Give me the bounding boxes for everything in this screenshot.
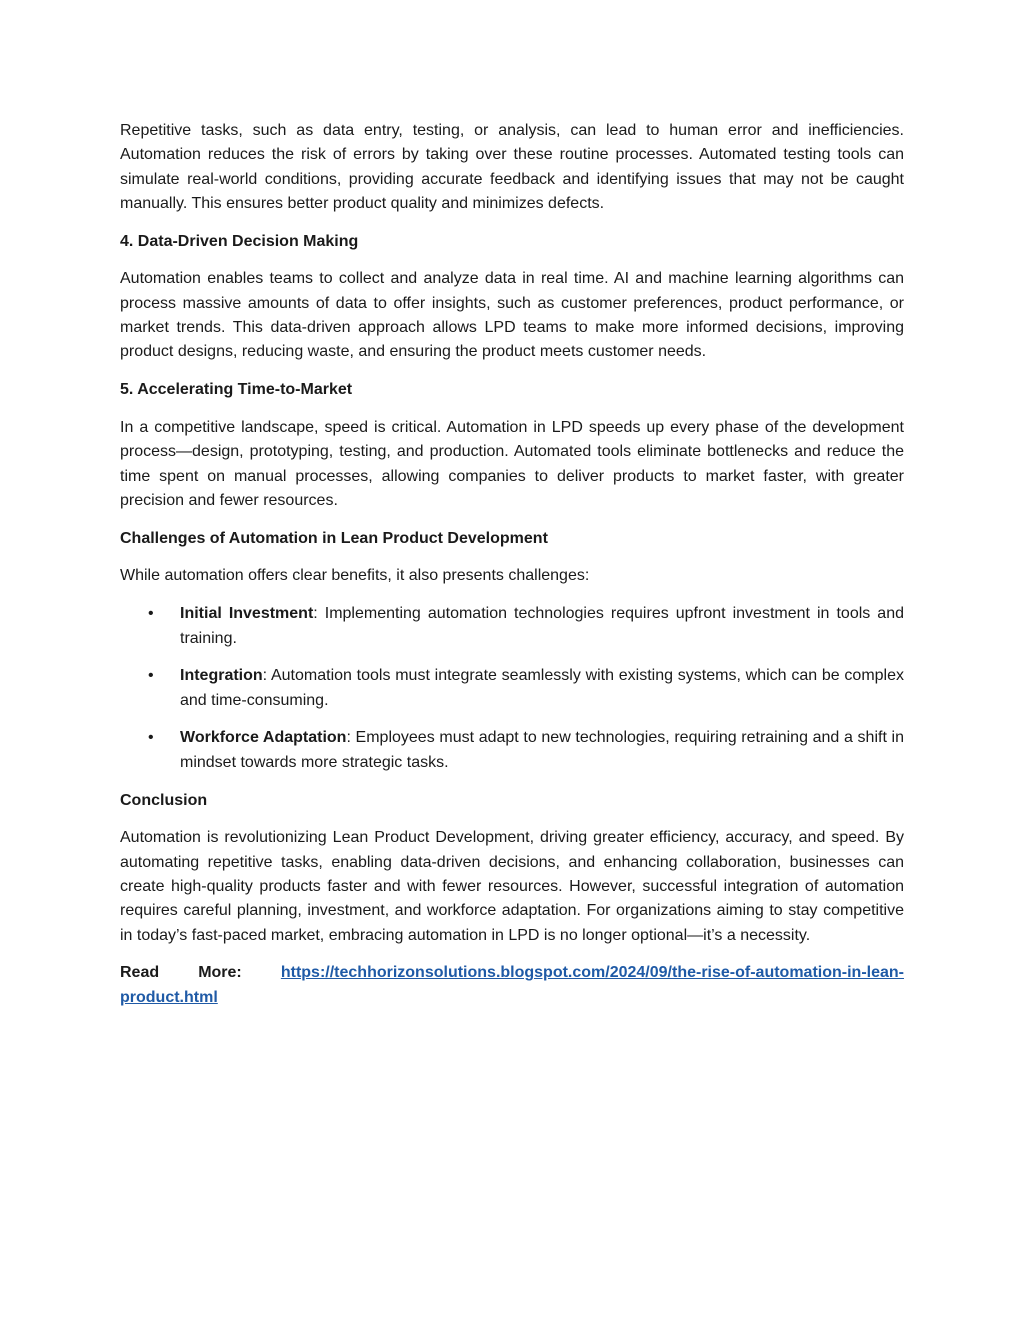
- bullet-icon: •: [148, 605, 154, 623]
- bullet-text: : Automation tools must integrate seamlessly with existing systems, which can be complex and time-consuming.: [180, 667, 904, 709]
- list-item: [120, 664, 904, 713]
- list-item: [120, 602, 904, 651]
- section-heading-data-driven: 4. Data-Driven Decision Making: [120, 232, 359, 250]
- bullet-icon: •: [148, 729, 154, 747]
- read-more-label-read: Read: [120, 964, 160, 982]
- read-more-link[interactable]: https://techhorizonsolutions.blogspot.com/2024/09/the-rise-of-automation-in-lean-: [280, 964, 904, 982]
- intro-paragraph: Repetitive tasks, such as data entry, testing, or analysis, can lead to human error and inefficiencies. Automation reduces the risk of errors by taking over these routine processes. Automated testing tools can simulate real-world conditions, providing accurate feedback and identifying issues that may not be caught manually. This ensures better product quality and minimizes defects.: [120, 122, 904, 212]
- bullet-term: Workforce Adaptation: [180, 729, 347, 747]
- challenges-list: [120, 602, 904, 775]
- bullet-term: Initial Investment: [180, 605, 314, 623]
- bullet-text: : Implementing automation technologies requires upfront investment in tools and training.: [180, 605, 904, 647]
- read-more-label-more: More:: [198, 964, 242, 982]
- conclusion-paragraph: Automation is revolutionizing Lean Product Development, driving greater efficiency, accuracy, and speed. By automating repetitive tasks, enabling data-driven decisions, and enhancing collaboration, businesses can create high-quality products faster and with fewer resources. However, successful integration of automation requires careful planning, investment, and workforce adaptation. For organizations aiming to stay competitive in today’s fast-paced market, embracing automation in LPD is no longer optional—it’s a necessity.: [120, 829, 904, 944]
- data-driven-paragraph: Automation enables teams to collect and analyze data in real time. AI and machine learning algorithms can process massive amounts of data to offer insights, such as customer preferences, product performance, or market trends. This data-driven approach allows LPD teams to make more informed decisions, improving product designs, reducing waste, and ensuring the product meets customer needs.: [120, 270, 904, 361]
- time-to-market-paragraph: In a competitive landscape, speed is critical. Automation in LPD speeds up every phase of the development process—design, prototyping, testing, and production. Automated tools eliminate bottlenecks and reduce the time spent on manual processes, allowing companies to deliver products to market faster, with greater precision and fewer resources.: [120, 418, 904, 509]
- document-page: [120, 119, 904, 1010]
- section-heading-challenges: Challenges of Automation in Lean Product Development: [120, 529, 548, 547]
- section-heading-time-to-market: 5. Accelerating Time-to-Market: [120, 381, 353, 399]
- section-heading-conclusion: Conclusion: [120, 791, 208, 809]
- challenges-intro-paragraph: While automation offers clear benefits, it also presents challenges:: [120, 567, 590, 585]
- read-more: [120, 961, 904, 1010]
- list-item: [120, 726, 904, 775]
- bullet-term: Integration: [180, 667, 263, 685]
- read-more-link-continuation[interactable]: product.html: [120, 988, 218, 1006]
- bullet-icon: •: [148, 667, 154, 685]
- bullet-text: : Employees must adapt to new technologies, requiring retraining and a shift in mindset towards more strategic tasks.: [180, 729, 905, 771]
